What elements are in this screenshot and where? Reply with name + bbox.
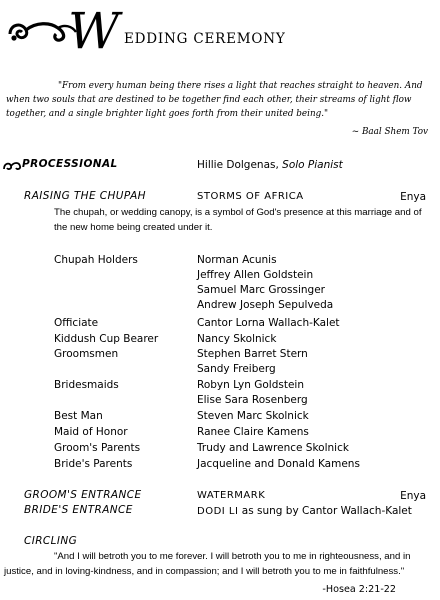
processional-ornament-icon <box>2 160 22 172</box>
brides-entrance-song <box>197 505 412 517</box>
brides-parents-names: Jacqueline and Donald Kamens <box>197 458 360 470</box>
brides-entrance-label: BRIDE'S ENTRANCE <box>24 504 133 516</box>
role-chupah-holders: Chupah Holders <box>54 254 138 266</box>
role-kiddush-cup-bearer: Kiddush Cup Bearer <box>54 333 159 345</box>
processional-performer <box>197 159 343 171</box>
title-initial: W <box>68 2 119 60</box>
groomsman-name: Stephen Barret Stern <box>197 348 308 360</box>
grooms-entrance-song: WATERMARK <box>197 490 266 501</box>
circling-citation: -Hosea 2:21-22 <box>322 584 396 595</box>
role-maid-of-honor: Maid of Honor <box>54 426 128 438</box>
chupah-holder-name: Jeffrey Allen Goldstein <box>197 269 314 281</box>
bridesmaid-name: Robyn Lyn Goldstein <box>197 379 304 391</box>
performer-name: Hillie Dolgenas, <box>197 159 283 171</box>
role-grooms-parents: Groom's Parents <box>54 442 141 454</box>
grooms-parents-names: Trudy and Lawrence Skolnick <box>197 442 349 454</box>
role-brides-parents: Bride's Parents <box>54 458 133 470</box>
opening-quote <box>6 79 430 121</box>
quote-attribution: ~ Baal Shem Tov <box>351 127 428 137</box>
kiddush-cup-bearer-name: Nancy Skolnick <box>197 333 277 345</box>
circling-label: CIRCLING <box>24 535 78 547</box>
role-groomsmen: Groomsmen <box>54 348 119 360</box>
best-man-name: Steven Marc Skolnick <box>197 410 309 422</box>
role-officiate: Officiate <box>54 317 99 329</box>
performer-role: Solo Pianist <box>282 159 343 171</box>
chupah-holder-name: Andrew Joseph Sepulveda <box>197 299 334 311</box>
quote-line-rest: when two souls that are destined to be together find each other, their streams of light flow together, and a single brighter light goes forth from their united being." <box>6 95 412 119</box>
brides-entrance-song-title: DODI LI <box>197 506 239 517</box>
brides-entrance-singer: as sung by Cantor Wallach-Kalet <box>238 505 412 517</box>
chupah-description: The chupah, or wedding canopy, is a symbol of God's presence at this marriage and of the new home being created under it. <box>54 207 422 233</box>
chupah-artist: Enya <box>400 191 426 203</box>
processional-label: PROCESSIONAL <box>22 158 118 170</box>
maid-of-honor-name: Ranee Claire Kamens <box>197 426 309 438</box>
role-bridesmaids: Bridesmaids <box>54 379 119 391</box>
grooms-entrance-label: GROOM'S ENTRANCE <box>24 489 142 501</box>
chupah-holder-name: Samuel Marc Grossinger <box>197 284 325 296</box>
grooms-entrance-artist: Enya <box>400 490 426 502</box>
circling-verse: "And I will betroth you to me forever. I will betroth you to me in righteousness, and in justice, and in loving-kindness, and in compassion; and I will betroth you to me in faithfulness." <box>4 551 411 577</box>
chupah-holder-name: Norman Acunis <box>197 254 277 266</box>
bridesmaid-name: Elise Sara Rosenberg <box>197 394 308 406</box>
program-header <box>6 2 436 60</box>
quote-line-1: "From every human being there rises a light that reaches straight to heaven. And <box>58 81 423 91</box>
page-title: EDDING CEREMONY <box>124 31 286 47</box>
groomsman-name: Sandy Freiberg <box>197 363 276 375</box>
role-best-man: Best Man <box>54 410 103 422</box>
chupah-song: STORMS OF AFRICA <box>197 191 304 202</box>
chupah-label: RAISING THE CHUPAH <box>24 190 146 202</box>
officiate-name: Cantor Lorna Wallach-Kalet <box>197 317 340 329</box>
